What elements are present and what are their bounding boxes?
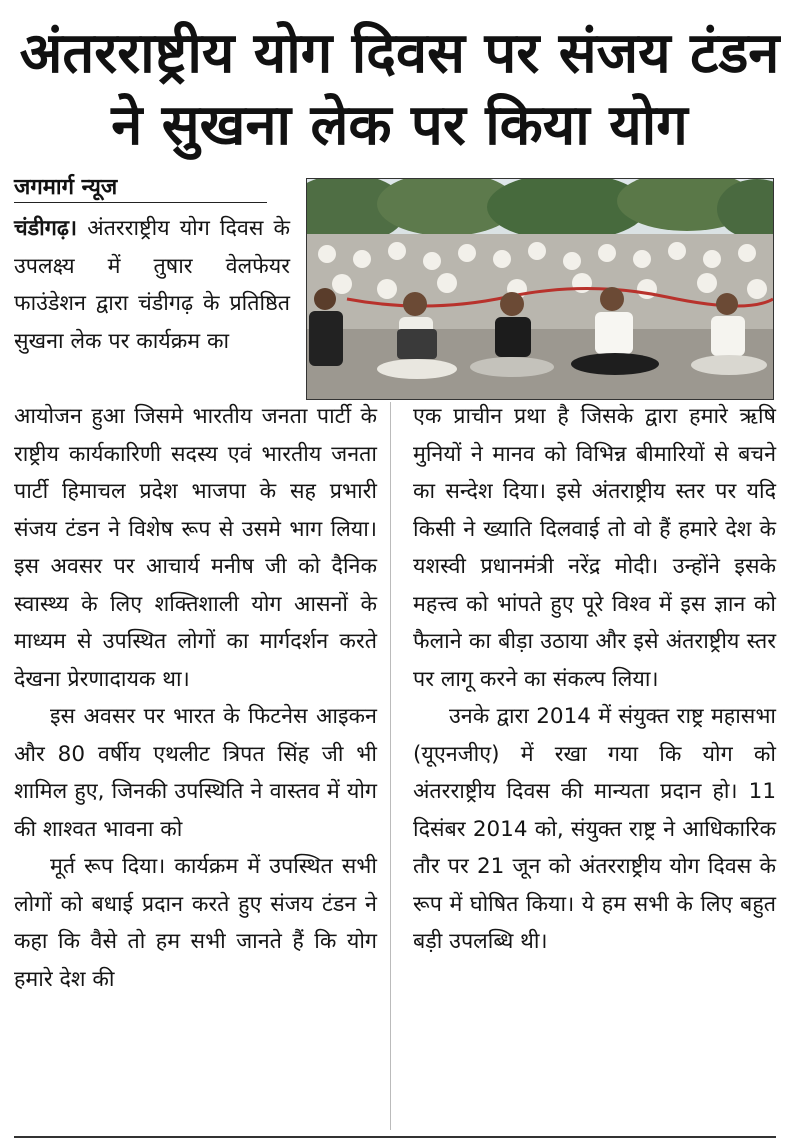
column-1 <box>14 398 377 998</box>
column-2 <box>413 398 776 961</box>
column-1-top <box>14 210 290 360</box>
paragraph: इस अवसर पर भारत के फिटनेस आइकन और 80 वर्षीय एथलीट त्रिपत सिंह जी भी शामिल हुए, जिनकी उपस्थिति ने वास्तव में योग की शाश्वत भावना को <box>14 704 377 842</box>
dateline: चंडीगढ़। <box>14 216 78 241</box>
paragraph: मूर्त रूप दिया। कार्यक्रम में उपस्थित सभी लोगों को बधाई प्रदान करते हुए संजय टंडन ने कहा कि वैसे तो हम सभी जानते हैं कि योग हमारे देश की <box>14 854 377 992</box>
headline <box>0 18 799 162</box>
article-intro: अंतरराष्ट्रीय योग दिवस के उपलक्ष्य में तुषार वेलफेयर फाउंडेशन द्वारा चंडीगढ़ के प्रतिष्ठित सुखना लेक पर कार्यक्रम का <box>14 216 290 354</box>
headline-line-1: अंतरराष्ट्रीय योग दिवस पर संजय टंडन <box>19 21 780 86</box>
paragraph: एक प्राचीन प्रथा है जिसके द्वारा हमारे ऋषि मुनियों ने मानव को विभिन्न बीमारियों से बचने का सन्देश दिया। इसे अंतराष्ट्रीय स्तर पर यदि किसी ने ख्याति दिलवाई तो वो हैं हमारे देश के यशस्वी प्रधानमंत्री नरेंद्र मोदी। उन्होंने इसके महत्त्व को भांपते हुए पूरे विश्व में इस ज्ञान को फैलाने का बीड़ा उठाया और इसे अंतराष्ट्रीय स्तर पर लागू करने का संकल्प लिया। <box>413 404 776 692</box>
column-divider <box>390 402 391 1130</box>
yoga-event-photo <box>306 178 774 400</box>
byline: जगमार्ग न्यूज <box>14 174 267 203</box>
bottom-rule <box>14 1136 776 1138</box>
headline-line-2: ने सुखना लेक पर किया योग <box>111 93 688 158</box>
paragraph: आयोजन हुआ जिसमे भारतीय जनता पार्टी के राष्ट्रीय कार्यकारिणी सदस्य एवं भारतीय जनता पार्टी हिमाचल प्रदेश भाजपा के सह प्रभारी संजय टंडन ने विशेष रूप से उसमे भाग लिया। इस अवसर पर आचार्य मनीष जी को दैनिक स्वास्थ्य के लिए शक्तिशाली योग आसनों के माध्यम से उपस्थित लोगों का मार्गदर्शन करते देखना प्रेरणादायक था। <box>14 404 377 692</box>
paragraph: उनके द्वारा 2014 में संयुक्त राष्ट्र महासभा (यूएनजीए) में रखा गया कि योग को अंतरराष्ट्रीय दिवस की मान्यता प्रदान हो। 11 दिसंबर 2014 को, संयुक्त राष्ट्र ने आधिकारिक तौर पर 21 जून को अंतरराष्ट्रीय योग दिवस के रूप में घोषित किया। ये हम सभी के लिए बहुत बड़ी उपलब्धि थी। <box>413 704 776 954</box>
